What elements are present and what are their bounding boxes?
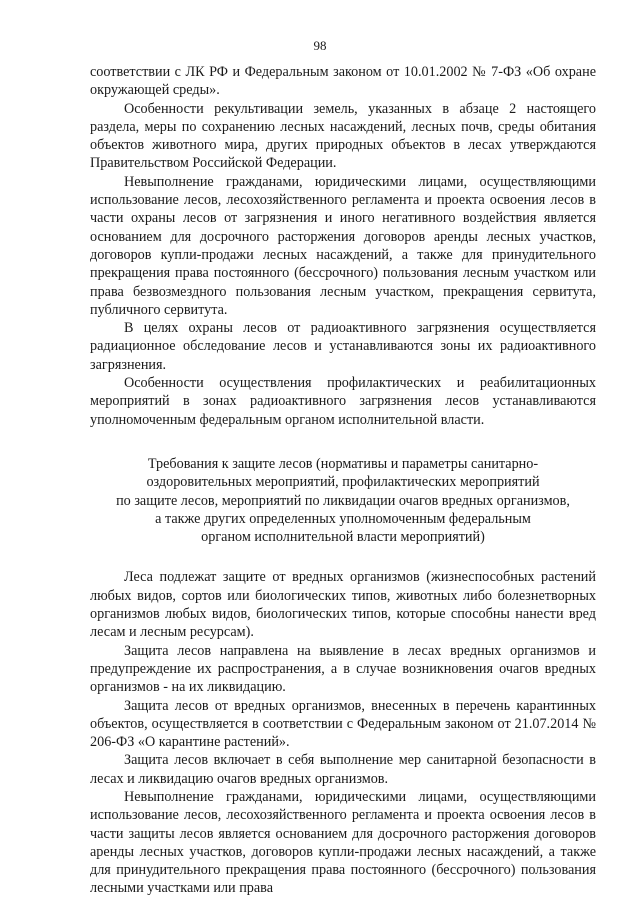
paragraph-radiation-measures: Особенности осуществления профилактических и реабилитационных мероприятий в зонах радиоактивного загрязнения лесов устанавливаются уполномоченным федеральным органом исполнительной власти. [90, 375, 596, 428]
paragraph-recultivation: Особенности рекультивации земель, указанных в абзаце 2 настоящего раздела, меры по сохранению лесных насаждений, лесных почв, среды обитания объектов животного мира, других природных объектов в лесах утверждаются Правительством Российской Федерации. [90, 100, 596, 172]
paragraph-continued: соответствии с ЛК РФ и Федеральным законом от 10.01.2002 № 7-ФЗ «Об охране окружающей среды». [90, 64, 596, 99]
paragraph-pollution-violation: Невыполнение гражданами, юридическими лицами, осуществляющими использование лесов, лесохозяйственного регламента и проекта освоения лесов в части охраны лесов от загрязнения и иного негативного воздействия является основанием для досрочного расторжения договоров аренды лесных участков, договоров купли-продажи лесных насаждений, а также для принудительного прекращения права постоянного (бессрочного) пользования лесным участком или права безвозмездного пользования лесным участком, прекращения сервитута, публичного сервитута. [90, 173, 596, 318]
paragraph-protection-aim: Защита лесов направлена на выявление в лесах вредных организмов и предупреждение их распространения, а в случае возникновения очагов вредных организмов - на их ликвидацию. [90, 642, 596, 696]
page-number: 98 [313, 38, 327, 53]
paragraph-quarantine: Защита лесов от вредных организмов, внесенных в перечень карантинных объектов, осуществляется в соответствии с Федеральным законом от 21.07.2014 № 206-ФЗ «О карантине растений». [90, 697, 596, 751]
heading-line: Требования к защите лесов (нормативы и параметры санитарно- [147, 455, 539, 472]
paragraph-pests-definition: Леса подлежат защите от вредных организмов (жизнеспособных растений любых видов, сортов или биологических типов, животных либо болезнетворных организмов любых видов, биологических типов, которые способны нанести вред лесам и лесным ресурсам). [90, 569, 596, 641]
paragraph-sanitary-measures: Защита лесов включает в себя выполнение мер санитарной безопасности в лесах и ликвидацию очагов вредных организмов. [90, 752, 596, 787]
heading-line: а также других определенных уполномоченным федеральным [155, 510, 531, 527]
paragraph-protection-violation: Невыполнение гражданами, юридическими лицами, осуществляющими использование лесов, лесохозяйственного регламента и проекта освоения лесов в части защиты лесов является основанием для досрочного расторжения договоров аренды лесных участков, договоров купли-продажи лесных насаждений, а также для принудительного прекращения права постоянного (бессрочного) пользования лесными участками или права [90, 788, 596, 897]
document-body [90, 63, 596, 898]
paragraph-radiation-survey: В целях охраны лесов от радиоактивного загрязнения осуществляется радиационное обследование лесов и устанавливаются зоны их радиоактивного загрязнения. [90, 320, 596, 373]
heading-line: органом исполнительной власти мероприятий) [201, 529, 485, 546]
heading-line: оздоровительных мероприятий, профилактических мероприятий [146, 474, 540, 491]
section-heading [90, 455, 596, 546]
heading-line: по защите лесов, мероприятий по ликвидации очагов вредных организмов, [116, 492, 570, 509]
